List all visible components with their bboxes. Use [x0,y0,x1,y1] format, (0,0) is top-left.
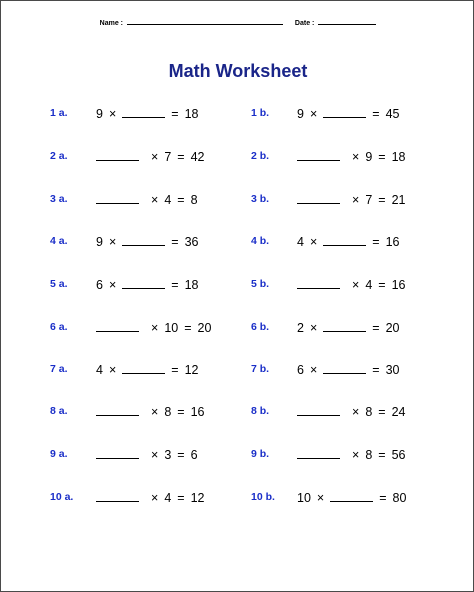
problem-expression [297,490,406,505]
product-value: 24 [391,404,406,419]
page-title: Math Worksheet [168,61,308,81]
problem-expression [96,490,204,505]
multiply-sign: × [151,149,159,164]
multiply-sign: × [352,277,360,292]
problem-item [251,232,399,250]
problem-item [50,147,204,165]
problem-item [251,402,405,420]
product-value: 8 [190,192,198,207]
problem-number: 4 a. [50,235,68,247]
problem-item [50,402,204,420]
equals-sign: = [378,277,386,292]
second-factor: 4 [365,277,373,292]
answer-blank[interactable] [96,192,139,204]
problem-item [251,147,405,165]
first-factor: 9 [96,234,103,249]
first-factor: 9 [297,106,304,121]
problem-item [50,318,211,336]
first-factor: 4 [96,362,103,377]
product-value: 42 [190,149,205,164]
equals-sign: = [171,234,179,249]
problem-number: 2 b. [251,150,270,162]
problem-number: 3 a. [50,193,68,205]
equals-sign: = [171,277,179,292]
problem-item [251,104,399,122]
product-value: 30 [385,362,400,377]
problem-item [50,360,198,378]
problem-number: 4 b. [251,235,270,247]
second-factor: 4 [164,490,172,505]
equals-sign: = [171,362,179,377]
problem-number: 9 a. [50,448,68,460]
first-factor: 9 [96,106,103,121]
answer-blank[interactable] [96,149,139,161]
multiply-sign: × [352,149,360,164]
multiply-sign: × [151,447,159,462]
answer-blank[interactable] [330,490,373,502]
equals-sign: = [177,192,185,207]
equals-sign: = [177,404,185,419]
problem-expression [96,149,204,164]
multiply-sign: × [309,320,318,335]
answer-blank[interactable] [297,192,340,204]
problem-expression [297,277,405,292]
problem-number: 9 b. [251,448,270,460]
problem-number: 10 a. [50,491,74,503]
multiply-sign: × [151,404,159,419]
equals-sign: = [372,106,380,121]
problem-expression [297,320,399,335]
problem-expression [96,234,198,249]
multiply-sign: × [316,490,325,505]
product-value: 18 [184,106,199,121]
equals-sign: = [372,362,380,377]
problem-item [50,275,198,293]
second-factor: 8 [164,404,172,419]
problem-item [50,232,198,250]
second-factor: 3 [164,447,172,462]
multiply-sign: × [151,192,159,207]
problem-expression [297,106,399,121]
second-factor: 8 [365,447,373,462]
problem-expression [297,234,399,249]
product-value: 21 [391,192,406,207]
problem-item [50,488,204,506]
multiply-sign: × [309,362,318,377]
multiply-sign: × [352,192,360,207]
product-value: 45 [385,106,400,121]
problem-item [251,318,399,336]
problem-item [50,445,198,463]
multiply-sign: × [108,234,117,249]
product-value: 20 [197,320,212,335]
product-value: 16 [385,234,400,249]
problem-item [50,104,198,122]
problem-number: 6 b. [251,321,270,333]
problem-item [251,360,399,378]
answer-blank[interactable] [323,320,366,332]
first-factor: 6 [96,277,103,292]
product-value: 16 [391,277,406,292]
multiply-sign: × [151,320,159,335]
problem-number: 5 b. [251,278,270,290]
answer-blank[interactable] [323,234,366,246]
second-factor: 10 [164,320,179,335]
problem-expression [96,362,198,377]
second-factor: 8 [365,404,373,419]
product-value: 16 [190,404,205,419]
equals-sign: = [184,320,192,335]
problem-number: 8 a. [50,405,68,417]
problem-number: 10 b. [251,491,275,503]
problem-number: 1 a. [50,107,68,119]
product-value: 18 [391,149,406,164]
problem-number: 7 a. [50,363,68,375]
multiply-sign: × [309,106,318,121]
equals-sign: = [177,149,185,164]
product-value: 56 [391,447,406,462]
problem-number: 5 a. [50,278,68,290]
problem-item [251,488,406,506]
answer-blank[interactable] [96,404,139,416]
second-factor: 7 [365,192,373,207]
product-value: 20 [385,320,400,335]
answer-blank[interactable] [96,447,139,459]
multiply-sign: × [108,362,117,377]
problem-number: 1 b. [251,107,270,119]
problem-expression [297,447,405,462]
answer-blank[interactable] [96,490,139,502]
problem-number: 2 a. [50,150,68,162]
first-factor: 10 [297,490,311,505]
multiply-sign: × [352,447,360,462]
first-factor: 6 [297,362,304,377]
equals-sign: = [378,447,386,462]
product-value: 18 [184,277,199,292]
date-field[interactable] [318,17,376,25]
equals-sign: = [177,447,185,462]
problem-item [251,445,405,463]
first-factor: 4 [297,234,304,249]
date-label: Date : [294,20,315,27]
answer-blank[interactable] [96,320,139,332]
multiply-sign: × [108,277,117,292]
multiply-sign: × [309,234,318,249]
answer-blank[interactable] [297,149,340,161]
problem-item [50,190,198,208]
name-field[interactable] [127,17,283,25]
equals-sign: = [378,404,386,419]
product-value: 6 [190,447,198,462]
answer-blank[interactable] [323,106,366,118]
equals-sign: = [171,106,179,121]
equals-sign: = [372,234,380,249]
problem-expression [96,192,198,207]
answer-blank[interactable] [297,404,340,416]
second-factor: 4 [164,192,172,207]
problem-expression [297,192,405,207]
problem-number: 6 a. [50,321,68,333]
problem-expression [96,404,204,419]
multiply-sign: × [108,106,117,121]
problem-item [251,190,405,208]
equals-sign: = [378,192,386,207]
answer-blank[interactable] [122,106,165,118]
second-factor: 7 [164,149,172,164]
name-label: Name : [99,20,124,27]
product-value: 12 [190,490,205,505]
problem-expression [297,404,405,419]
answer-blank[interactable] [122,277,165,289]
problem-item [251,275,405,293]
problem-expression [96,320,211,335]
problem-expression [297,149,405,164]
answer-blank[interactable] [297,447,340,459]
problem-expression [96,277,198,292]
answer-blank[interactable] [297,277,340,289]
equals-sign: = [372,320,380,335]
answer-blank[interactable] [323,362,366,374]
problem-number: 7 b. [251,363,270,375]
multiply-sign: × [352,404,360,419]
product-value: 80 [392,490,407,505]
second-factor: 9 [365,149,373,164]
first-factor: 2 [297,320,304,335]
answer-blank[interactable] [122,362,165,374]
equals-sign: = [177,490,185,505]
problem-expression [297,362,399,377]
problem-number: 3 b. [251,193,270,205]
product-value: 12 [184,362,199,377]
problem-expression [96,106,198,121]
equals-sign: = [378,149,386,164]
problem-expression [96,447,198,462]
answer-blank[interactable] [122,234,165,246]
product-value: 36 [184,234,199,249]
equals-sign: = [379,490,387,505]
header-line [1,17,474,27]
problem-number: 8 b. [251,405,270,417]
multiply-sign: × [151,490,159,505]
